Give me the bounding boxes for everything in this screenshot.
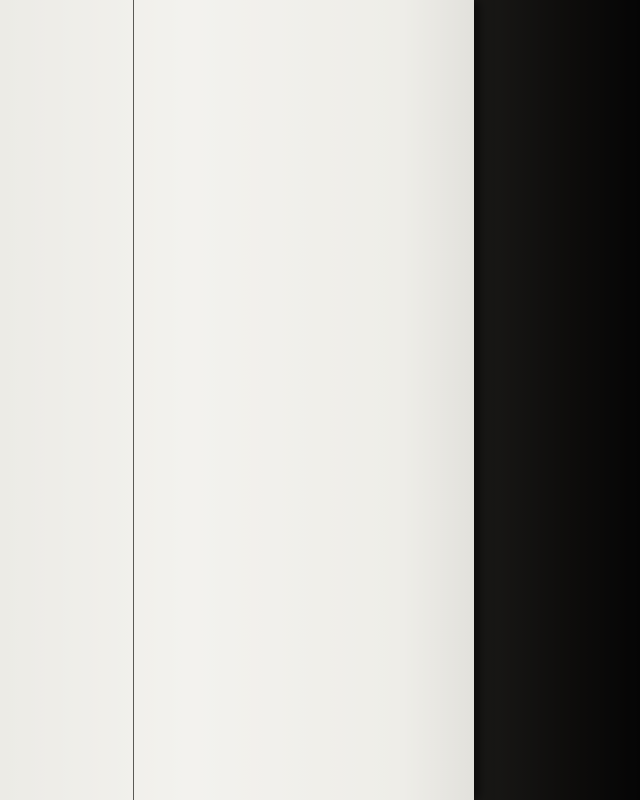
column-rule (133, 0, 134, 800)
dark-background (474, 0, 640, 800)
